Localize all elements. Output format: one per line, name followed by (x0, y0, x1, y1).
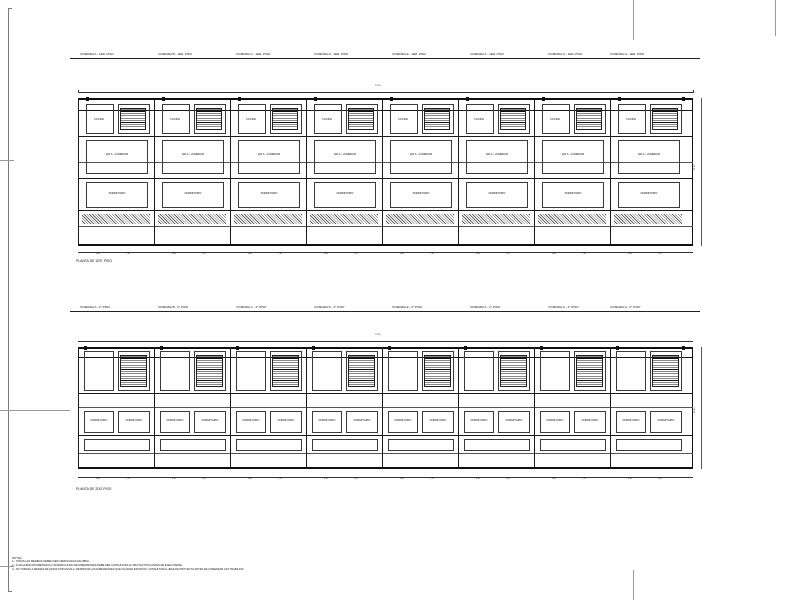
bottom-dim-value: 2.70 (582, 253, 586, 255)
stair-run (424, 355, 451, 387)
unit-party-wall (610, 347, 611, 469)
interior-wall-row-2 (78, 136, 693, 137)
unit-party-wall (382, 347, 383, 469)
bottom-dim-value: 0.90 (400, 253, 404, 255)
unit-banner-a: VIVIENDA A - 1ER. PISO (80, 52, 114, 56)
room-box (574, 411, 606, 433)
room-box (616, 411, 646, 433)
bottom-dim-value: 0.90 (248, 253, 252, 255)
room-label: COCINA (397, 118, 409, 121)
unit-banner-g: VIVIENDA G - 1ER. PISO (548, 52, 583, 56)
room-box (390, 140, 452, 174)
column-mark (312, 346, 315, 350)
room-box (388, 351, 418, 391)
sheet-border-bottom (8, 591, 12, 592)
room-label: DORMITORIO (412, 192, 430, 195)
unit-banner-2-h: VIVIENDA H - 2° PISO (610, 305, 641, 309)
room-label: DORMITORIO (90, 419, 108, 422)
stair-run (576, 355, 603, 387)
room-box (238, 182, 300, 208)
room-label: DORMITORIO (470, 419, 488, 422)
patio-hatch (462, 214, 530, 224)
right-dim-line-2 (701, 347, 702, 469)
bottom-dim-value: 0.90 (324, 253, 328, 255)
room-box (540, 411, 570, 433)
bottom-dim-value-2: 2.70 (278, 478, 282, 480)
room-box (390, 182, 452, 208)
lower-plan-bottom-wall (78, 467, 693, 469)
notes-line-1: 1.- TODAS LAS MEDIDAS DEBEN SER VERIFICADAS EN OBRA. (12, 560, 90, 564)
stair-run (500, 355, 527, 387)
room-label: DORMITORIO (201, 419, 219, 422)
room-label: DORMITORIO (488, 192, 506, 195)
room-box (84, 351, 114, 391)
room-box (194, 411, 226, 433)
right-dim-line (701, 98, 702, 246)
room-label: SALA - COMEDOR (181, 153, 205, 156)
room-label: SALA - COMEDOR (333, 153, 357, 156)
unit-banner-h: VIVIENDA H - 1ER. PISO (610, 52, 645, 56)
room-label: SALA - COMEDOR (105, 153, 129, 156)
stair-run (272, 355, 299, 387)
patio-hatch (158, 214, 226, 224)
column-mark (314, 97, 317, 101)
bottom-dim-value-2: 2.70 (430, 478, 434, 480)
column-mark (466, 97, 469, 101)
room-label: DORMITORIO (657, 419, 675, 422)
room-box (616, 351, 646, 391)
room-box (312, 439, 378, 451)
layout-guide-vertical-1 (633, 0, 634, 40)
room-label: DORMITORIO (108, 192, 126, 195)
room-box (466, 140, 528, 174)
room-label: DORMITORIO (505, 419, 523, 422)
room-label: DORMITORIO (184, 192, 202, 195)
room-box (236, 411, 266, 433)
room-box (236, 351, 266, 391)
layout-guide-horizontal-1 (0, 160, 14, 161)
unit-banner-b: VIVIENDA B - 1ER. PISO (158, 52, 193, 56)
stair-run (196, 108, 222, 130)
room-label: DORMITORIO (277, 419, 295, 422)
interior-wall-row-5 (78, 210, 693, 211)
column-mark (86, 97, 89, 101)
column-mark (616, 346, 619, 350)
room-box (312, 351, 342, 391)
sheet-border-top (8, 8, 12, 9)
notes-heading: NOTAS : (12, 556, 23, 560)
bottom-dim-value-2: 0.90 (324, 478, 328, 480)
sheet-border-left (8, 8, 9, 592)
room-box (270, 411, 302, 433)
column-mark (542, 97, 545, 101)
stair-run (196, 355, 223, 387)
stair-run (424, 108, 450, 130)
patio-hatch (82, 214, 150, 224)
room-box (466, 182, 528, 208)
interior-wall-row-2-4 (78, 435, 693, 436)
bottom-dim-value: 2.70 (506, 253, 510, 255)
room-label: COCINA (169, 118, 181, 121)
unit-banner-2-e: VIVIENDA E - 2° PISO (392, 305, 423, 309)
room-box (118, 411, 150, 433)
unit-party-wall (458, 98, 459, 246)
upper-plan-bottom-wall (78, 244, 693, 246)
room-label: DORMITORIO (564, 192, 582, 195)
upper-floor-plan (70, 40, 700, 265)
patio-hatch (386, 214, 454, 224)
patio-hatch (310, 214, 378, 224)
room-box (540, 351, 570, 391)
overall-dim-value-top-2: 72.00 (375, 334, 381, 336)
bottom-dim-value: 0.90 (172, 253, 176, 255)
patio-hatch (614, 214, 682, 224)
unit-party-wall (306, 347, 307, 469)
room-box (162, 140, 224, 174)
room-box (422, 411, 454, 433)
interior-wall-row-6 (78, 226, 693, 227)
unit-banner-2-d: VIVIENDA D - 2° PISO (314, 305, 345, 309)
bottom-dim-value-2: 2.70 (202, 478, 206, 480)
banner-rule-top (70, 58, 700, 59)
room-label: DORMITORIO (581, 419, 599, 422)
patio-hatch (538, 214, 606, 224)
bottom-dim-value-2: 0.90 (476, 478, 480, 480)
stair-run (500, 108, 526, 130)
room-label: SALA - COMEDOR (257, 153, 281, 156)
stair-run (120, 355, 147, 387)
bottom-dim-value-2: 0.90 (552, 478, 556, 480)
upper-plan-top-wall (78, 98, 693, 100)
room-label: DORMITORIO (125, 419, 143, 422)
unit-party-wall (230, 98, 231, 246)
room-label: SALA - COMEDOR (485, 153, 509, 156)
room-label: DORMITORIO (166, 419, 184, 422)
bottom-dim-value-2: 0.90 (628, 478, 632, 480)
bottom-dim-value: 0.90 (628, 253, 632, 255)
lower-floor-plan (70, 295, 700, 510)
room-label: DORMITORIO (242, 419, 260, 422)
room-label: COCINA (625, 118, 637, 121)
right-dim-value-2: 11.40 (694, 407, 696, 413)
bottom-dim-value-2: 0.90 (172, 478, 176, 480)
interior-wall-row-2-3 (78, 407, 693, 408)
bottom-dim-value: 2.70 (202, 253, 206, 255)
room-box (540, 439, 606, 451)
room-box (464, 411, 494, 433)
room-label: COCINA (93, 118, 105, 121)
bottom-dim-value: 0.90 (96, 253, 100, 255)
stair-run (652, 108, 678, 130)
right-dim-value: 11.40 (694, 164, 696, 170)
room-box (314, 182, 376, 208)
column-mark (238, 97, 241, 101)
stair-run (652, 355, 679, 387)
room-label: DORMITORIO (353, 419, 371, 422)
unit-party-wall (230, 347, 231, 469)
unit-party-wall (382, 98, 383, 246)
dim-tick-start (78, 90, 79, 93)
unit-banner-f: VIVIENDA F - 1ER. PISO (470, 52, 504, 56)
overall-dim-line-top-2 (78, 341, 693, 342)
column-mark (464, 346, 467, 350)
room-box (618, 140, 680, 174)
room-box (542, 182, 604, 208)
stair-run (120, 108, 146, 130)
column-mark (390, 97, 393, 101)
room-box (650, 411, 682, 433)
room-label: DORMITORIO (640, 192, 658, 195)
unit-party-wall (458, 347, 459, 469)
room-label: DORMITORIO (429, 419, 447, 422)
unit-banner-2-c: VIVIENDA C - 2° PISO (236, 305, 267, 309)
stair-run (348, 108, 374, 130)
dim-tick-end (693, 90, 694, 93)
unit-banner-2-f: VIVIENDA F - 2° PISO (470, 305, 501, 309)
patio-hatch (234, 214, 302, 224)
room-label: COCINA (321, 118, 333, 121)
column-mark (162, 97, 165, 101)
column-mark (682, 97, 685, 101)
bottom-dim-line (78, 252, 693, 253)
unit-banner-2-g: VIVIENDA G - 2° PISO (548, 305, 579, 309)
room-box (464, 439, 530, 451)
bottom-dim-value-2: 2.70 (582, 478, 586, 480)
notes-line-2: 2.- CUALQUIER DISCREPANCIA O MODIFICACION DE DIMENSIONES DEBE SER CONSULTADA AL PROYECTISTA ANTES DE EJECUTARSE. (12, 564, 183, 568)
room-label: DORMITORIO (622, 419, 640, 422)
unit-banner-2-b: VIVIENDA B - 2° PISO (158, 305, 189, 309)
room-box (498, 411, 530, 433)
interior-wall-row-2-2 (78, 393, 693, 394)
unit-party-wall (534, 347, 535, 469)
unit-party-wall (154, 98, 155, 246)
room-box (314, 140, 376, 174)
room-box (160, 411, 190, 433)
bottom-dim-value-2: 2.70 (126, 478, 130, 480)
bottom-dim-value-2: 2.70 (506, 478, 510, 480)
room-label: DORMITORIO (318, 419, 336, 422)
room-box (618, 182, 680, 208)
room-box (160, 439, 226, 451)
unit-party-wall (610, 98, 611, 246)
banner-rule-bottom (70, 311, 700, 312)
room-box (86, 182, 148, 208)
room-box (162, 182, 224, 208)
room-box (542, 140, 604, 174)
bottom-dim-value-2: 2.70 (658, 478, 662, 480)
room-box (84, 411, 114, 433)
room-box (236, 439, 302, 451)
stair-run (576, 108, 602, 130)
room-box (616, 439, 682, 451)
room-box (388, 411, 418, 433)
bottom-dim-value: 2.70 (278, 253, 282, 255)
room-box (238, 140, 300, 174)
bottom-dim-value-2: 2.70 (354, 478, 358, 480)
interior-wall-row-4 (78, 178, 693, 179)
overall-dim-value-top: 72.00 (375, 85, 381, 87)
bottom-dim-value: 2.70 (354, 253, 358, 255)
column-mark (236, 346, 239, 350)
layout-guide-vertical-2 (775, 0, 776, 36)
bottom-dim-value-2: 0.90 (96, 478, 100, 480)
bottom-dim-value-2: 0.90 (400, 478, 404, 480)
column-mark (618, 97, 621, 101)
stair-run (348, 355, 375, 387)
bottom-dim-value: 2.70 (126, 253, 130, 255)
notes-line-3: 3.- NO TOMAR LA MEDIDA DE ESTAS POR ESCALA, RESPETAR LAS DIMENSIONES QUE FIGURAN ESCRITAS, CONSULTAR AL JEFE DE PROYECTO ANTES DE COMENZAR LOS TRABAJOS. (12, 567, 245, 571)
column-mark (160, 346, 163, 350)
bottom-dim-line-2 (78, 477, 693, 478)
lower-plan-top-wall (78, 347, 693, 349)
room-box (160, 351, 190, 391)
upper-plan-caption: PLANTA DE 1ER. PISO (76, 259, 112, 263)
room-label: COCINA (473, 118, 485, 121)
room-box (84, 439, 150, 451)
unit-party-wall (78, 98, 79, 246)
room-label: DORMITORIO (336, 192, 354, 195)
column-mark (540, 346, 543, 350)
interior-wall-row-2-5 (78, 453, 693, 454)
room-label: SALA - COMEDOR (409, 153, 433, 156)
bottom-dim-value: 2.70 (430, 253, 434, 255)
room-box (464, 351, 494, 391)
bottom-dim-value: 0.90 (552, 253, 556, 255)
room-box (346, 411, 378, 433)
room-label: DORMITORIO (546, 419, 564, 422)
unit-banner-2-a: VIVIENDA A - 2° PISO (80, 305, 110, 309)
room-label: DORMITORIO (260, 192, 278, 195)
bottom-dim-value-2: 0.90 (248, 478, 252, 480)
room-label: COCINA (245, 118, 257, 121)
layout-guide-vertical-3 (633, 570, 634, 600)
overall-dim-line-top (78, 92, 693, 93)
room-label: COCINA (549, 118, 561, 121)
unit-banner-e: VIVIENDA E - 1ER. PISO (392, 52, 427, 56)
unit-banner-c: VIVIENDA C - 1ER. PISO (236, 52, 271, 56)
unit-party-wall (306, 98, 307, 246)
unit-party-wall (78, 347, 79, 469)
room-label: DORMITORIO (394, 419, 412, 422)
room-label: SALA - COMEDOR (561, 153, 585, 156)
column-mark (682, 346, 685, 350)
bottom-dim-value: 2.70 (658, 253, 662, 255)
notes-block (12, 556, 244, 572)
layout-guide-horizontal-2 (0, 410, 70, 411)
room-box (312, 411, 342, 433)
room-label: SALA - COMEDOR (637, 153, 661, 156)
unit-party-wall (534, 98, 535, 246)
column-mark (84, 346, 87, 350)
bottom-dim-value: 0.90 (476, 253, 480, 255)
room-box (86, 140, 148, 174)
column-mark (388, 346, 391, 350)
lower-plan-caption: PLANTA DE 2DO PISO (76, 487, 112, 491)
unit-party-wall (154, 347, 155, 469)
room-box (388, 439, 454, 451)
stair-run (272, 108, 298, 130)
unit-banner-d: VIVIENDA D - 1ER. PISO (314, 52, 349, 56)
